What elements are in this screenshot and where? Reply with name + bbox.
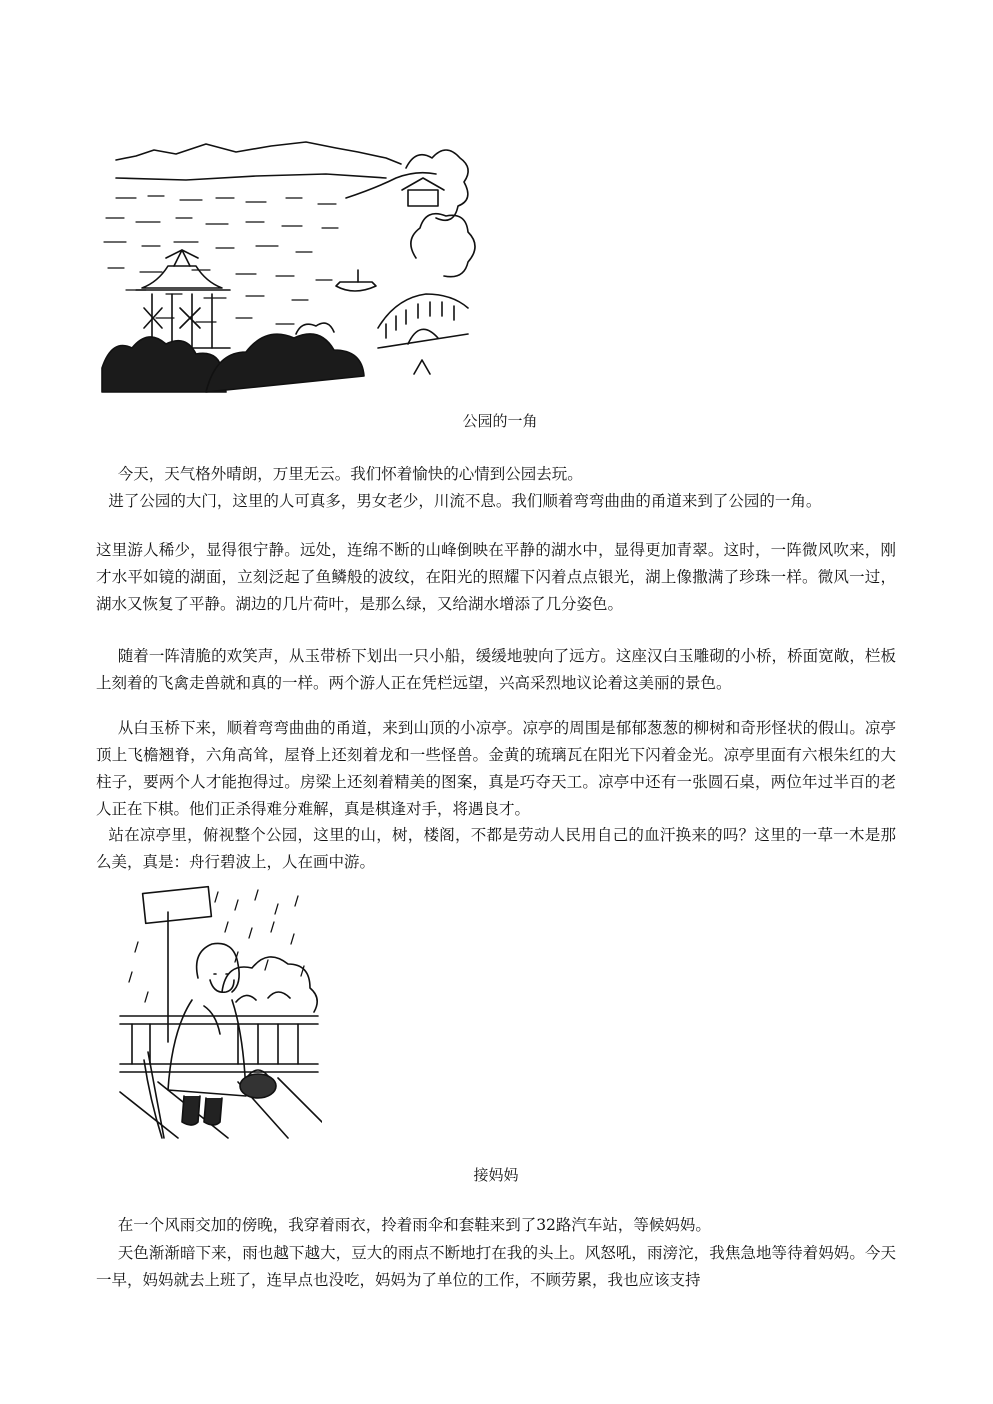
paragraph-5: 从白玉桥下来，顺着弯弯曲曲的甬道，来到山顶的小凉亭。凉亭的周围是郁郁葱葱的柳树和奇形怪状的假山。凉亭顶上飞檐翘脊，六角高耸，屋脊上还刻着龙和一些怪兽。金黄的琉璃瓦在阳光下闪着金光。凉亭里面有六根朱红的大柱子，要两个人才能抱得过。房梁上还刻着精美的图案，真是巧夺天工。凉亭中还有一张圆石桌，两位年过半百的老人正在下棋。他们正杀得难分难解，真是棋逢对手，将遇良才。 <box>96 719 896 818</box>
paragraph-4: 随着一阵清脆的欢笑声，从玉带桥下划出一只小船，缓缓地驶向了远方。这座汉白玉雕砌的小桥，桥面宽敞，栏板上刻着的飞禽走兽就和真的一样。两个游人正在凭栏远望，兴高采烈地议论着这美丽的景色。 <box>96 647 896 692</box>
paragraph-2: 进了公园的大门，这里的人可真多，男女老少，川流不息。我们顺着弯弯曲曲的甬道来到了公园的一角。 <box>108 492 822 510</box>
paragraph-1: 今天，天气格外晴朗，万里无云。我们怀着愉快的心情到公园去玩。 <box>117 465 583 483</box>
figure-caption-rain: 接妈妈 <box>473 1166 519 1184</box>
rain-illustration <box>118 882 322 1140</box>
paragraph-6: 站在凉亭里，俯视整个公园，这里的山，树，楼阁，不都是劳动人民用自己的血汗换来的吗？这里的一草一木是那么美，真是：舟行碧波上，人在画中游。 <box>96 826 896 871</box>
park-illustration <box>96 138 476 394</box>
paragraph-3: 这里游人稀少，显得很宁静。远处，连绵不断的山峰倒映在平静的湖水中，显得更加青翠。这时，一阵微风吹来，刚才水平如镜的湖面，立刻泛起了鱼鳞般的波纹，在阳光的照耀下闪着点点银光，湖上像撒满了珍珠一样。微风一过，湖水又恢复了平静。湖边的几片荷叶，是那么绿，又给湖水增添了几分姿色。 <box>96 541 896 613</box>
paragraph-7: 在一个风雨交加的傍晚，我穿着雨衣，拎着雨伞和套鞋来到了32路汽车站，等候妈妈。 <box>117 1216 711 1234</box>
figure-caption-park: 公园的一角 <box>462 412 538 430</box>
paragraph-8: 天色渐渐暗下来，雨也越下越大，豆大的雨点不断地打在我的头上。风怒吼，雨滂沱，我焦急地等待着妈妈。今天一早，妈妈就去上班了，连早点也没吃，妈妈为了单位的工作，不顾劳累，我也应该支持 <box>96 1244 896 1289</box>
